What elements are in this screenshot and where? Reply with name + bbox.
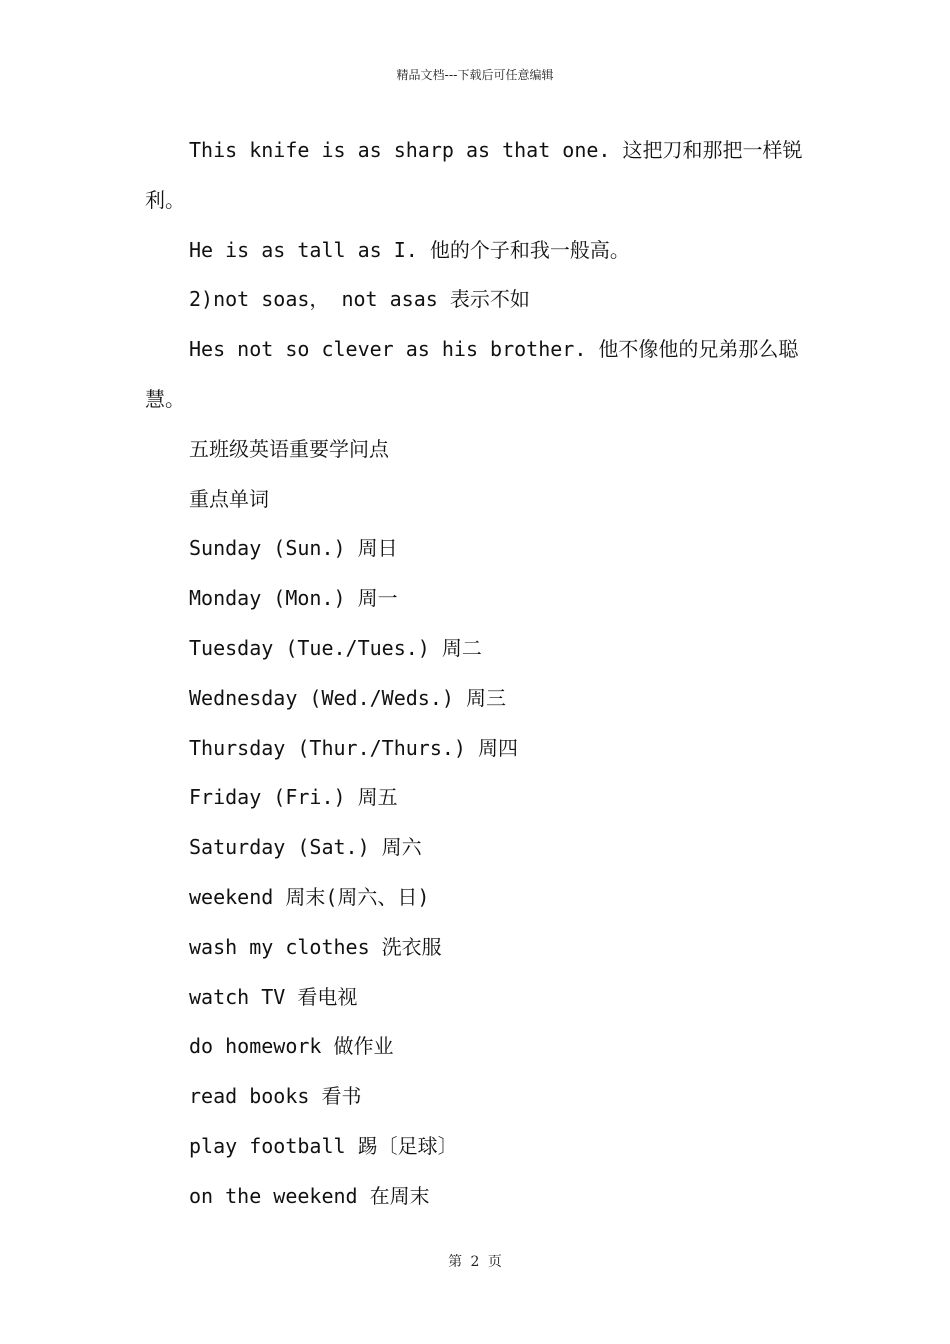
vocab-item: Tuesday (Tue./Tues.) 周二 [189,635,482,660]
vocab-item: Friday (Fri.) 周五 [189,785,398,810]
paragraph-comparison-clever: Hes not so clever as his brother. 他不像他的兄弟那么聪慧。 [145,337,799,411]
paragraph-comparison-knife: This knife is as sharp as that one. 这把刀和那把一样锐利。 [145,138,803,212]
vocab-item: do homework 做作业 [189,1034,394,1059]
vocab-item: on the weekend 在周末 [189,1183,430,1208]
subsection-title: 重点单词 [189,486,269,511]
vocab-item: weekend 周末(周六、日) [189,884,430,909]
section-title: 五班级英语重要学问点 [189,436,389,461]
vocab-item: play football 踢〔足球〕 [189,1133,458,1158]
document-body [145,126,810,1222]
paragraph-not-so-as: 2)not soas， not asas 表示不如 [189,287,530,312]
vocab-item: wash my clothes 洗衣服 [189,934,442,959]
vocab-item: Saturday (Sat.) 周六 [189,835,422,860]
page-number: 第 2 页 [448,1254,502,1270]
vocab-item: Sunday (Sun.) 周日 [189,536,398,561]
vocab-item: Thursday (Thur./Thurs.) 周四 [189,735,518,760]
vocab-item: read books 看书 [189,1084,362,1109]
page-header: 精品文档---下载后可任意编辑 [396,68,554,82]
vocab-item: watch TV 看电视 [189,984,358,1009]
vocab-item: Wednesday (Wed./Weds.) 周三 [189,685,506,710]
vocab-item: Monday (Mon.) 周一 [189,586,398,611]
paragraph-comparison-tall: He is as tall as I. 他的个子和我一般高。 [189,237,630,262]
